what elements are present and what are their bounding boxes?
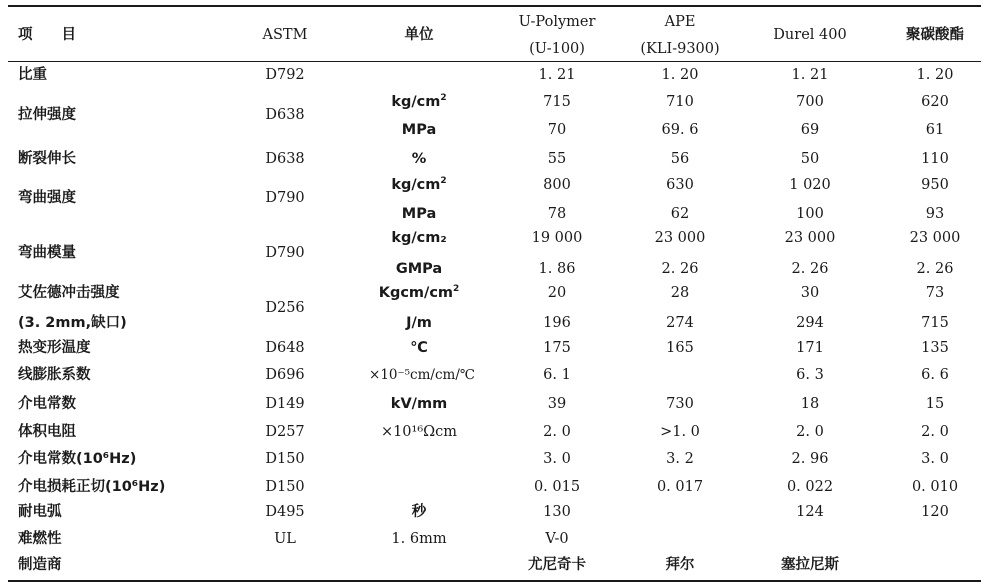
- value-cell: 78: [547, 206, 567, 222]
- value-cell: 274: [666, 315, 694, 331]
- value-cell: 730: [666, 396, 694, 412]
- value-cell: 0. 022: [786, 479, 834, 495]
- astm-code: D648: [265, 340, 305, 356]
- value-cell: 20: [547, 285, 567, 301]
- value-cell: >1. 0: [660, 424, 700, 440]
- bottom-rule: [8, 580, 981, 582]
- header-col2-name: APE: [664, 14, 696, 30]
- value-cell: 2. 0: [543, 424, 571, 440]
- value-cell: 1. 21: [791, 67, 829, 83]
- value-cell: V-0: [545, 531, 569, 547]
- astm-code: UL: [274, 531, 296, 547]
- unit-cell: 1. 6mm: [391, 531, 447, 547]
- value-cell: 715: [543, 94, 571, 110]
- row-label: 介电常数(10⁶Hz): [18, 451, 137, 467]
- value-cell: 3. 2: [666, 451, 694, 467]
- astm-code: D790: [265, 245, 305, 261]
- astm-code: D149: [265, 396, 305, 412]
- header-col1-code: (U-100): [529, 41, 585, 57]
- value-cell: 0. 010: [911, 479, 959, 495]
- value-cell: 3. 0: [921, 451, 949, 467]
- row-label: 断裂伸长: [18, 151, 76, 167]
- row-label: 体积电阻: [18, 424, 76, 440]
- top-rule: [8, 5, 981, 7]
- row-label: 热变形温度: [18, 340, 91, 356]
- value-cell: 6. 3: [796, 367, 824, 383]
- value-cell: 30: [800, 285, 820, 301]
- unit-cell: Kgcm/$cm^2$: [378, 284, 460, 301]
- astm-code: D792: [265, 67, 305, 83]
- astm-code: D150: [265, 451, 305, 467]
- value-cell: 6. 6: [921, 367, 949, 383]
- row-label: 制造商: [18, 557, 62, 573]
- value-cell: 800: [543, 177, 571, 193]
- value-cell: 15: [925, 396, 945, 412]
- unit-cell: ×10⁻⁵cm/cm/℃: [369, 367, 475, 383]
- astm-code: D638: [265, 107, 305, 123]
- unit-cell: MPa: [401, 206, 437, 222]
- value-cell: 28: [670, 285, 690, 301]
- value-cell: 700: [796, 94, 824, 110]
- astm-code: D790: [265, 190, 305, 206]
- unit-cell: 秒: [411, 504, 427, 520]
- value-cell: 18: [800, 396, 820, 412]
- astm-code: D495: [265, 504, 305, 520]
- unit-cell: kV/mm: [390, 396, 448, 412]
- value-cell: 50: [800, 151, 820, 167]
- header-unit: 单位: [404, 27, 434, 43]
- value-cell: 110: [921, 151, 949, 167]
- value-cell: 1. 20: [916, 67, 954, 83]
- manufacturer-cell: 拜尔: [665, 557, 695, 573]
- unit-cell: kg/cm₂: [391, 230, 447, 246]
- header-col1-name: U-Polymer: [518, 14, 596, 30]
- row-label: 线膨胀系数: [18, 367, 91, 383]
- value-cell: 23 000: [784, 230, 836, 246]
- unit-cell: ℃: [410, 340, 428, 356]
- row-label: 介电常数: [18, 396, 76, 412]
- value-cell: 1. 20: [661, 67, 699, 83]
- header-col2-code: (KLI-9300): [640, 41, 720, 57]
- row-label: 弯曲强度: [18, 190, 76, 206]
- value-cell: 0. 015: [533, 479, 581, 495]
- unit-cell: MPa: [401, 122, 437, 138]
- value-cell: 120: [921, 504, 949, 520]
- unit-cell: %: [411, 151, 427, 167]
- value-cell: 135: [921, 340, 949, 356]
- value-cell: 294: [796, 315, 824, 331]
- value-cell: 100: [796, 206, 824, 222]
- value-cell: 2. 26: [791, 261, 829, 277]
- astm-code: D696: [265, 367, 305, 383]
- row-label: 比重: [18, 67, 47, 83]
- astm-code: D256: [265, 300, 305, 316]
- row-label: 拉伸强度: [18, 107, 76, 123]
- value-cell: 3. 0: [543, 451, 571, 467]
- value-cell: 61: [925, 122, 945, 138]
- row-label: 艾佐德冲击强度: [18, 285, 120, 301]
- value-cell: 23 000: [654, 230, 706, 246]
- value-cell: 620: [921, 94, 949, 110]
- header-item: 项 目: [18, 27, 76, 43]
- value-cell: 62: [670, 206, 690, 222]
- value-cell: 130: [543, 504, 571, 520]
- header-col4-name: 聚碳酸酯: [906, 27, 964, 43]
- value-cell: 73: [925, 285, 945, 301]
- unit-cell: ×10¹⁶Ωcm: [380, 424, 458, 440]
- value-cell: 2. 96: [791, 451, 829, 467]
- value-cell: 55: [547, 151, 567, 167]
- unit-cell: GMPa: [395, 261, 443, 277]
- value-cell: 1. 86: [538, 261, 576, 277]
- row-label-note: (3. 2mm,缺口): [18, 315, 127, 331]
- value-cell: 1. 21: [538, 67, 576, 83]
- unit-cell: $kg/cm^2$: [391, 176, 447, 193]
- header-col3-name: Durel 400: [773, 27, 847, 43]
- value-cell: 0. 017: [656, 479, 704, 495]
- astm-code: D257: [265, 424, 305, 440]
- value-cell: 39: [547, 396, 567, 412]
- value-cell: 69. 6: [661, 122, 699, 138]
- value-cell: 93: [925, 206, 945, 222]
- value-cell: 2. 26: [661, 261, 699, 277]
- value-cell: 1 020: [789, 177, 831, 193]
- value-cell: 69: [800, 122, 820, 138]
- header-astm: ASTM: [262, 27, 308, 43]
- astm-code: D150: [265, 479, 305, 495]
- row-label: 介电损耗正切(10⁶Hz): [18, 479, 166, 495]
- value-cell: 6. 1: [543, 367, 571, 383]
- value-cell: 2. 0: [796, 424, 824, 440]
- value-cell: 124: [796, 504, 824, 520]
- value-cell: 630: [666, 177, 694, 193]
- value-cell: 2. 26: [916, 261, 954, 277]
- unit-cell: $kg/cm^2$: [391, 93, 447, 110]
- row-label: 弯曲模量: [18, 245, 76, 261]
- value-cell: 171: [796, 340, 824, 356]
- astm-code: D638: [265, 151, 305, 167]
- row-label: 难燃性: [18, 531, 62, 547]
- value-cell: 70: [547, 122, 567, 138]
- value-cell: 175: [543, 340, 571, 356]
- manufacturer-cell: 塞拉尼斯: [781, 557, 839, 573]
- value-cell: 2. 0: [921, 424, 949, 440]
- value-cell: 710: [666, 94, 694, 110]
- unit-cell: J/m: [406, 315, 432, 331]
- value-cell: 56: [670, 151, 690, 167]
- value-cell: 19 000: [531, 230, 583, 246]
- value-cell: 715: [921, 315, 949, 331]
- value-cell: 165: [666, 340, 694, 356]
- value-cell: 196: [543, 315, 571, 331]
- value-cell: 23 000: [909, 230, 961, 246]
- manufacturer-cell: 尤尼奇卡: [528, 557, 586, 573]
- value-cell: 950: [921, 177, 949, 193]
- row-label: 耐电弧: [18, 504, 62, 520]
- header-rule: [8, 61, 981, 62]
